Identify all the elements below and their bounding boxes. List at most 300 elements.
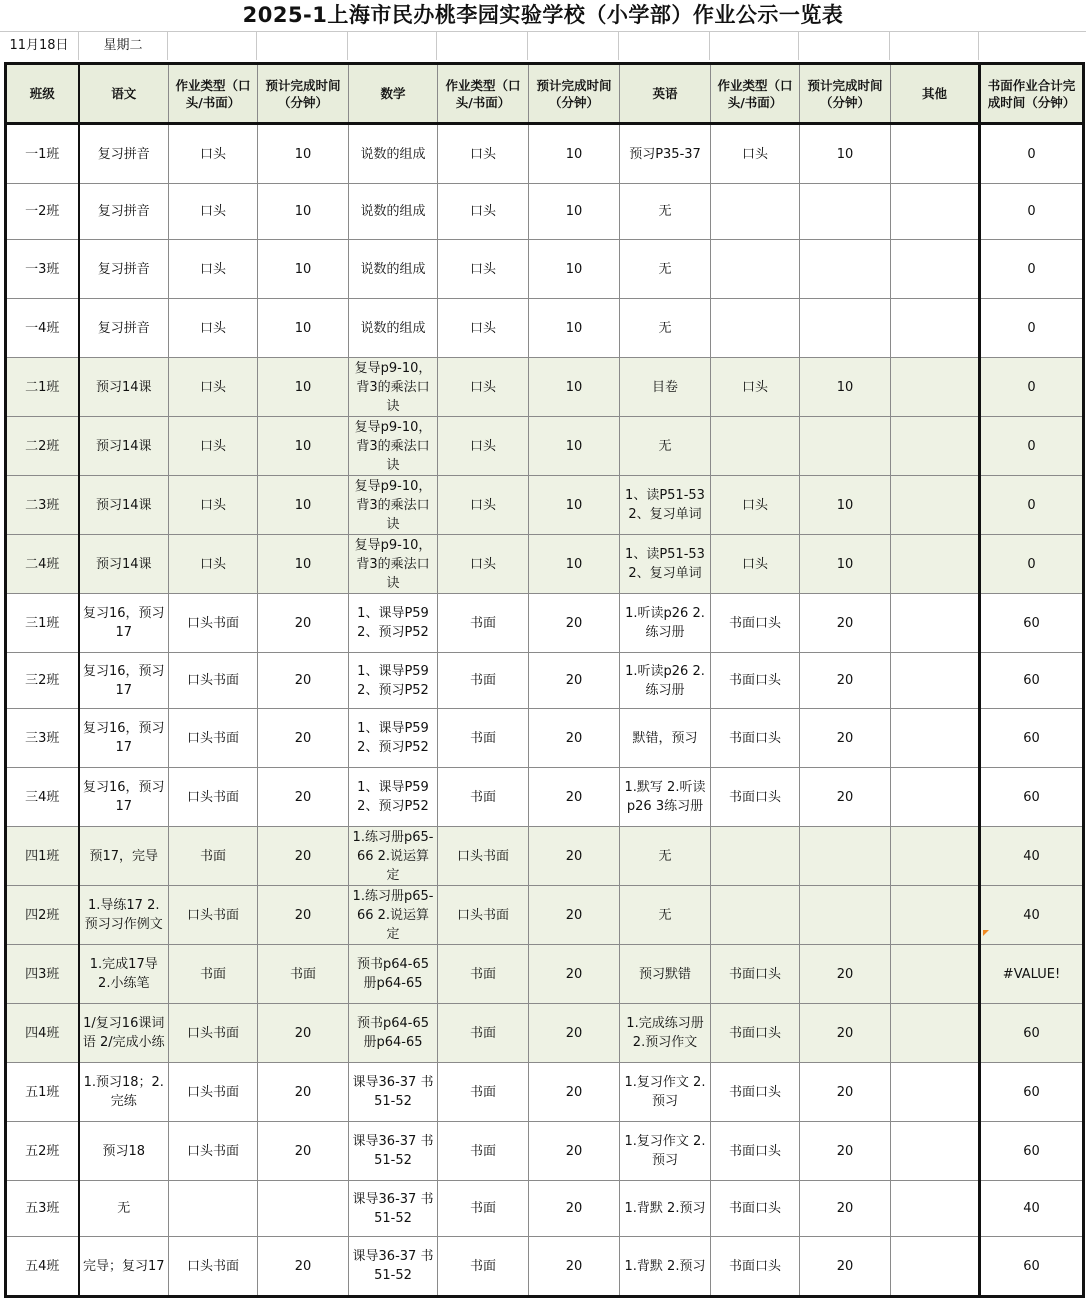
total-time-cell[interactable] <box>980 594 1084 653</box>
table-cell[interactable] <box>169 709 258 768</box>
total-time-cell[interactable] <box>980 299 1084 358</box>
table-cell[interactable] <box>349 768 438 827</box>
table-cell[interactable] <box>349 594 438 653</box>
table-cell[interactable] <box>169 1063 258 1122</box>
table-cell[interactable] <box>620 886 711 945</box>
table-cell[interactable] <box>891 1063 980 1122</box>
cell-text: 口头 <box>469 438 496 454</box>
table-cell[interactable] <box>169 1004 258 1063</box>
table-cell[interactable] <box>258 417 349 476</box>
class-name-cell[interactable] <box>6 886 79 945</box>
table-cell[interactable] <box>800 709 891 768</box>
table-cell[interactable] <box>258 768 349 827</box>
table-cell[interactable] <box>79 240 169 299</box>
table-cell[interactable] <box>711 1237 800 1297</box>
table-cell[interactable] <box>891 827 980 886</box>
table-cell[interactable] <box>79 653 169 709</box>
table-cell[interactable] <box>529 1237 620 1297</box>
table-cell[interactable] <box>891 653 980 709</box>
table-cell[interactable] <box>711 827 800 886</box>
cell-text: 预习14课 <box>95 497 152 513</box>
table-cell[interactable] <box>529 417 620 476</box>
table-cell[interactable] <box>711 535 800 594</box>
table-cell[interactable] <box>620 1063 711 1122</box>
table-cell[interactable] <box>438 299 529 358</box>
class-name-cell[interactable] <box>6 709 79 768</box>
table-cell[interactable] <box>529 299 620 358</box>
table-cell[interactable] <box>620 1004 711 1063</box>
table-cell[interactable] <box>711 653 800 709</box>
table-cell[interactable] <box>891 594 980 653</box>
header-cell[interactable]: 作业类型（口头/书面） <box>438 64 529 124</box>
table-cell[interactable] <box>620 299 711 358</box>
table-cell[interactable] <box>349 709 438 768</box>
table-cell[interactable] <box>891 886 980 945</box>
table-cell[interactable] <box>620 653 711 709</box>
table-cell[interactable] <box>79 827 169 886</box>
table-cell[interactable] <box>711 1122 800 1181</box>
header-cell[interactable]: 预计完成时间（分钟） <box>800 64 891 124</box>
cell-text: 口头 <box>741 146 768 162</box>
table-cell[interactable] <box>529 184 620 240</box>
table-cell[interactable] <box>258 945 349 1004</box>
table-cell[interactable] <box>620 358 711 417</box>
table-cell[interactable] <box>258 886 349 945</box>
table-cell[interactable] <box>79 945 169 1004</box>
cell-text: 1、读P51-53 2、复习单词 <box>625 488 705 522</box>
table-cell[interactable] <box>258 476 349 535</box>
class-name-cell[interactable] <box>6 1004 79 1063</box>
table-cell[interactable] <box>620 594 711 653</box>
table-cell[interactable] <box>349 535 438 594</box>
table-cell[interactable] <box>258 1237 349 1297</box>
table-cell[interactable] <box>891 1237 980 1297</box>
table-cell[interactable] <box>711 886 800 945</box>
class-name-cell[interactable] <box>6 476 79 535</box>
table-cell[interactable] <box>891 709 980 768</box>
table-cell[interactable] <box>169 358 258 417</box>
cell-text: 60 <box>1023 1025 1040 1041</box>
table-cell[interactable] <box>349 299 438 358</box>
table-cell[interactable] <box>349 1181 438 1237</box>
table-cell[interactable] <box>79 184 169 240</box>
table-cell[interactable] <box>349 417 438 476</box>
cell-text: 60 <box>1023 1084 1040 1100</box>
empty-cell[interactable] <box>799 32 890 60</box>
cell-text: 预书p64-65 册p64-65 <box>356 957 430 991</box>
table-cell[interactable] <box>438 594 529 653</box>
class-name-cell[interactable] <box>6 1063 79 1122</box>
table-cell[interactable] <box>169 240 258 299</box>
table-cell[interactable] <box>529 768 620 827</box>
table-cell[interactable] <box>529 1181 620 1237</box>
table-cell[interactable] <box>438 768 529 827</box>
table-cell[interactable] <box>800 184 891 240</box>
table-cell[interactable] <box>620 945 711 1004</box>
cell-text: 20 <box>294 1025 312 1041</box>
table-cell[interactable] <box>349 1004 438 1063</box>
header-cell[interactable]: 语文 <box>79 64 169 124</box>
total-time-cell[interactable] <box>980 886 1084 945</box>
cell-text: 口头 <box>741 379 768 395</box>
table-cell[interactable] <box>891 1122 980 1181</box>
table-cell[interactable] <box>258 184 349 240</box>
cell-text: 1.练习册p65-66 2.说运算定 <box>352 830 434 883</box>
table-cell[interactable] <box>800 124 891 184</box>
date-cell[interactable]: 11月18日 <box>0 32 79 60</box>
table-cell[interactable] <box>79 124 169 184</box>
empty-cell[interactable] <box>168 32 257 60</box>
cell-text: 60 <box>1023 615 1040 631</box>
table-cell[interactable] <box>79 594 169 653</box>
table-cell[interactable] <box>169 653 258 709</box>
table-cell[interactable] <box>258 535 349 594</box>
table-cell[interactable] <box>891 768 980 827</box>
class-name-cell[interactable] <box>6 299 79 358</box>
table-cell[interactable] <box>258 1004 349 1063</box>
table-cell[interactable] <box>169 124 258 184</box>
table-cell[interactable] <box>891 1181 980 1237</box>
table-cell[interactable] <box>438 1237 529 1297</box>
table-cell[interactable] <box>711 240 800 299</box>
table-cell[interactable] <box>800 1237 891 1297</box>
table-cell[interactable] <box>620 535 711 594</box>
cell-text: 0 <box>1027 204 1036 219</box>
total-time-cell[interactable] <box>980 240 1084 299</box>
table-cell[interactable] <box>169 535 258 594</box>
table-cell[interactable] <box>349 827 438 886</box>
table-cell[interactable] <box>620 1122 711 1181</box>
cell-text: 书面口头 <box>728 789 781 805</box>
table-cell[interactable] <box>711 594 800 653</box>
table-cell[interactable] <box>800 358 891 417</box>
table-cell[interactable] <box>891 535 980 594</box>
weekday-cell[interactable]: 星期二 <box>79 32 168 60</box>
table-cell[interactable] <box>711 768 800 827</box>
table-cell[interactable] <box>349 240 438 299</box>
table-cell[interactable] <box>620 768 711 827</box>
total-time-cell[interactable] <box>980 709 1084 768</box>
table-cell[interactable] <box>529 240 620 299</box>
table-cell[interactable] <box>711 417 800 476</box>
class-name-cell[interactable] <box>6 417 79 476</box>
table-cell[interactable] <box>438 945 529 1004</box>
class-name-cell[interactable] <box>6 1122 79 1181</box>
table-cell[interactable] <box>620 124 711 184</box>
table-cell[interactable] <box>800 886 891 945</box>
table-cell[interactable] <box>169 1181 258 1237</box>
table-cell[interactable] <box>79 709 169 768</box>
table-cell[interactable] <box>438 184 529 240</box>
header-cell[interactable]: 作业类型（口头/书面） <box>169 64 258 124</box>
table-cell[interactable] <box>258 594 349 653</box>
class-name-cell[interactable] <box>6 358 79 417</box>
table-cell[interactable] <box>800 1181 891 1237</box>
table-cell[interactable] <box>169 417 258 476</box>
table-cell[interactable] <box>800 653 891 709</box>
table-cell[interactable] <box>800 945 891 1004</box>
table-cell[interactable] <box>529 124 620 184</box>
table-cell[interactable] <box>169 299 258 358</box>
table-cell[interactable] <box>79 1063 169 1122</box>
table-cell[interactable] <box>711 709 800 768</box>
table-cell[interactable] <box>438 476 529 535</box>
table-cell[interactable] <box>79 358 169 417</box>
table-cell[interactable] <box>79 1181 169 1237</box>
table-cell[interactable] <box>349 124 438 184</box>
table-cell[interactable] <box>169 1122 258 1181</box>
table-cell[interactable] <box>891 1004 980 1063</box>
table-cell[interactable] <box>529 358 620 417</box>
table-cell[interactable] <box>438 653 529 709</box>
cell-text: 20 <box>294 789 312 805</box>
cell-text: 书面口头 <box>728 1258 781 1274</box>
table-cell[interactable] <box>891 945 980 1004</box>
table-cell[interactable] <box>800 299 891 358</box>
empty-cell[interactable] <box>437 32 528 60</box>
cell-text: 预书p64-65 册p64-65 <box>356 1016 430 1050</box>
header-cell[interactable]: 书面作业合计完成时间（分钟） <box>980 64 1084 124</box>
table-cell[interactable] <box>800 1004 891 1063</box>
table-cell[interactable] <box>529 827 620 886</box>
table-cell[interactable] <box>620 709 711 768</box>
header-cell[interactable]: 预计完成时间（分钟） <box>529 64 620 124</box>
class-name-cell[interactable] <box>6 827 79 886</box>
cell-text: 1.默写 2.听读p26 3练习册 <box>624 780 706 814</box>
table-cell[interactable] <box>529 1004 620 1063</box>
table-cell[interactable] <box>620 184 711 240</box>
empty-cell[interactable] <box>710 32 799 60</box>
table-cell[interactable] <box>169 184 258 240</box>
cell-text: 复习拼音 <box>97 261 150 277</box>
table-cell[interactable] <box>169 827 258 886</box>
table-cell[interactable] <box>891 124 980 184</box>
table-cell[interactable] <box>800 1063 891 1122</box>
table-cell[interactable] <box>258 1181 349 1237</box>
table-cell[interactable] <box>258 358 349 417</box>
total-time-cell[interactable] <box>980 1004 1084 1063</box>
table-cell[interactable] <box>711 476 800 535</box>
table-cell[interactable] <box>258 1122 349 1181</box>
table-cell[interactable] <box>79 535 169 594</box>
table-cell[interactable] <box>438 417 529 476</box>
table-cell[interactable] <box>349 653 438 709</box>
class-name-cell[interactable] <box>6 535 79 594</box>
table-row <box>6 1181 1084 1237</box>
table-cell[interactable] <box>529 594 620 653</box>
cell-text: 三4班 <box>25 789 60 805</box>
table-row <box>6 594 1084 653</box>
table-row <box>6 358 1084 417</box>
table-cell[interactable] <box>349 1237 438 1297</box>
class-name-cell[interactable] <box>6 184 79 240</box>
empty-cell[interactable] <box>890 32 979 60</box>
table-cell[interactable] <box>169 886 258 945</box>
table-cell[interactable] <box>79 1237 169 1297</box>
table-cell[interactable] <box>529 653 620 709</box>
table-cell[interactable] <box>258 709 349 768</box>
table-cell[interactable] <box>79 299 169 358</box>
table-cell[interactable] <box>438 886 529 945</box>
table-cell[interactable] <box>891 358 980 417</box>
table-cell[interactable] <box>711 945 800 1004</box>
table-cell[interactable] <box>800 476 891 535</box>
table-cell[interactable] <box>169 945 258 1004</box>
class-name-cell[interactable] <box>6 240 79 299</box>
table-cell[interactable] <box>529 945 620 1004</box>
table-cell[interactable] <box>620 1181 711 1237</box>
table-cell[interactable] <box>800 768 891 827</box>
table-cell[interactable] <box>711 1004 800 1063</box>
table-cell[interactable] <box>620 827 711 886</box>
table-cell[interactable] <box>711 124 800 184</box>
table-cell[interactable] <box>169 594 258 653</box>
table-cell[interactable] <box>711 1063 800 1122</box>
cell-text: 40 <box>1023 1201 1040 1216</box>
class-name-cell[interactable] <box>6 653 79 709</box>
header-cell[interactable]: 作业类型（口头/书面） <box>711 64 800 124</box>
header-cell[interactable]: 英语 <box>620 64 711 124</box>
table-cell[interactable] <box>438 1181 529 1237</box>
class-name-cell[interactable] <box>6 1237 79 1297</box>
total-time-cell[interactable] <box>980 768 1084 827</box>
class-name-cell[interactable] <box>6 768 79 827</box>
table-cell[interactable] <box>620 476 711 535</box>
table-cell[interactable] <box>711 184 800 240</box>
table-cell[interactable] <box>438 1063 529 1122</box>
table-cell[interactable] <box>800 417 891 476</box>
table-cell[interactable] <box>258 827 349 886</box>
table-cell[interactable] <box>891 417 980 476</box>
table-cell[interactable] <box>169 1237 258 1297</box>
table-cell[interactable] <box>349 476 438 535</box>
table-cell[interactable] <box>800 535 891 594</box>
total-time-cell[interactable] <box>980 945 1084 1004</box>
total-time-cell[interactable] <box>980 1063 1084 1122</box>
table-cell[interactable] <box>620 417 711 476</box>
cell-text: 0 <box>1027 261 1036 277</box>
table-cell[interactable] <box>529 1122 620 1181</box>
table-cell[interactable] <box>438 1004 529 1063</box>
table-cell[interactable] <box>620 1237 711 1297</box>
total-time-cell[interactable] <box>980 827 1084 886</box>
table-cell[interactable] <box>711 358 800 417</box>
table-cell[interactable] <box>438 358 529 417</box>
table-cell[interactable] <box>438 535 529 594</box>
table-cell[interactable] <box>529 709 620 768</box>
total-time-cell[interactable] <box>980 1237 1084 1297</box>
table-cell[interactable] <box>438 240 529 299</box>
class-name-cell[interactable] <box>6 124 79 184</box>
header-cell[interactable]: 其他 <box>891 64 980 124</box>
total-time-cell[interactable] <box>980 476 1084 535</box>
cell-text: 三1班 <box>25 615 60 631</box>
table-cell[interactable] <box>620 240 711 299</box>
cell-text: 20 <box>565 966 583 982</box>
table-cell[interactable] <box>258 1063 349 1122</box>
table-cell[interactable] <box>169 476 258 535</box>
header-cell[interactable]: 班级 <box>6 64 79 124</box>
table-cell[interactable] <box>79 476 169 535</box>
table-cell[interactable] <box>258 240 349 299</box>
header-cell[interactable]: 预计完成时间（分钟） <box>258 64 349 124</box>
table-cell[interactable] <box>800 594 891 653</box>
table-cell[interactable] <box>800 1122 891 1181</box>
table-cell[interactable] <box>349 1063 438 1122</box>
table-row <box>6 709 1084 768</box>
table-cell[interactable] <box>258 299 349 358</box>
table-cell[interactable] <box>349 184 438 240</box>
class-name-cell[interactable] <box>6 594 79 653</box>
cell-text: 复习16，预习17 <box>82 780 165 814</box>
table-cell[interactable] <box>529 1063 620 1122</box>
table-cell[interactable] <box>79 417 169 476</box>
table-cell[interactable] <box>891 299 980 358</box>
empty-cell[interactable] <box>528 32 619 60</box>
table-cell[interactable] <box>438 827 529 886</box>
cell-text: 五1班 <box>25 1084 60 1100</box>
table-cell[interactable] <box>891 240 980 299</box>
table-cell[interactable] <box>258 124 349 184</box>
cell-text: 1、课导P59 2、预习P52 <box>357 780 429 814</box>
table-cell[interactable] <box>169 768 258 827</box>
header-cell[interactable]: 数学 <box>349 64 438 124</box>
table-cell[interactable] <box>438 124 529 184</box>
table-cell[interactable] <box>711 299 800 358</box>
table-cell[interactable] <box>79 886 169 945</box>
cell-text: 60 <box>1023 789 1040 805</box>
table-cell[interactable] <box>529 476 620 535</box>
cell-text: 书面 <box>469 789 496 805</box>
empty-cell[interactable] <box>348 32 437 60</box>
cell-text: 书面 <box>199 966 226 982</box>
cell-text: 20 <box>294 1084 312 1100</box>
table-cell[interactable] <box>79 1004 169 1063</box>
table-cell[interactable] <box>258 653 349 709</box>
table-cell[interactable] <box>349 945 438 1004</box>
cell-text: 20 <box>836 966 854 982</box>
class-name-cell[interactable] <box>6 945 79 1004</box>
cell-text: 20 <box>565 789 583 805</box>
class-name-cell[interactable] <box>6 1181 79 1237</box>
table-cell[interactable] <box>529 535 620 594</box>
total-time-cell[interactable] <box>980 417 1084 476</box>
table-cell[interactable] <box>438 709 529 768</box>
total-time-cell[interactable] <box>980 1122 1084 1181</box>
table-cell[interactable] <box>711 1181 800 1237</box>
table-cell[interactable] <box>800 240 891 299</box>
total-time-cell[interactable] <box>980 124 1084 184</box>
total-time-cell[interactable] <box>980 535 1084 594</box>
table-cell[interactable] <box>891 184 980 240</box>
table-cell[interactable] <box>79 768 169 827</box>
table-cell[interactable] <box>529 886 620 945</box>
table-cell[interactable] <box>800 827 891 886</box>
table-cell[interactable] <box>891 476 980 535</box>
empty-cell[interactable] <box>979 32 1085 60</box>
total-time-cell[interactable] <box>980 653 1084 709</box>
table-cell[interactable] <box>349 886 438 945</box>
total-time-cell[interactable] <box>980 184 1084 240</box>
table-cell[interactable] <box>79 1122 169 1181</box>
total-time-cell[interactable] <box>980 358 1084 417</box>
table-cell[interactable] <box>438 1122 529 1181</box>
empty-cell[interactable] <box>257 32 348 60</box>
total-time-cell[interactable] <box>980 1181 1084 1237</box>
table-cell[interactable] <box>349 1122 438 1181</box>
empty-cell[interactable] <box>619 32 710 60</box>
table-cell[interactable] <box>349 358 438 417</box>
